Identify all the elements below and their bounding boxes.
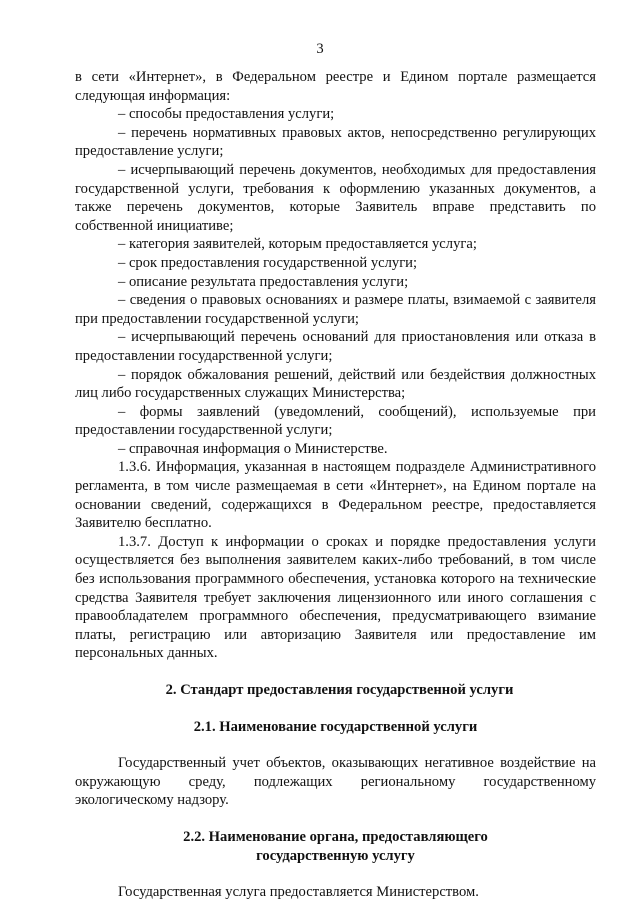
section-2-2-text: Государственная услуга предоставляется Министерством. [118,884,479,901]
list-item: – способы предоставления услуги; [118,106,335,123]
paragraph-1-3-7: 1.3.7. Доступ к информации о сроках и порядке предоставления услуги осуществляется без выполнения заявителем каких-либо требований, в том числе без использования программного обеспечения, установка которого на технические средства Заявителя требует заключения лицензионного или иного соглашения с правообладателем программного обеспечения, предусматривающего взимание платы, регистрацию или авторизацию Заявителя или предоставление им персональных данных. [75,533,596,662]
list-item: – сведения о правовых основаниях и размере платы, взимаемой с заявителя при предоставлении государственной услуги; [75,292,596,327]
list-item: – порядок обжалования решений, действий или бездействия должностных лиц либо государственных служащих Министерства; [75,366,596,402]
list-item: – формы заявлений (уведомлений, сообщений), используемые при предоставлении государственной услуги; [75,403,596,439]
intro-paragraph: в сети «Интернет», в Федеральном реестре и Едином портале размещается следующая информация: [75,69,596,104]
section-2-heading: 2. Стандарт предоставления государственной услуги [165,682,514,698]
page-number: 3 [316,41,324,57]
section-2-2-heading-line2: государственную услугу [256,847,415,864]
paragraph-1-3-6: 1.3.6. Информация, указанная в настоящем подразделе Административного регламента, в том числе размещаемая в сети «Интернет», на Едином портале на основании сведений, содержащихся в Федеральном реестре, предоставляется Заявителю бесплатно. [75,459,596,532]
list-item: – категория заявителей, которым предоставляется услуга; [118,236,477,253]
list-item: – срок предоставления государственной услуги; [118,254,418,271]
list-item: – описание результата предоставления услуги; [118,273,409,290]
section-2-1-text: Государственный учет объектов, оказывающих негативное воздействие на окружающую среду, подлежащих региональному государственному экологическому надзору. [75,755,596,809]
document-body [75,68,596,902]
section-2-2-heading-line1: 2.2. Наименование органа, предоставляющего [183,828,488,845]
list-item: – исчерпывающий перечень оснований для приостановления или отказа в предоставлении государственной услуги; [75,329,596,364]
section-2-1-heading: 2.1. Наименование государственной услуги [193,718,478,735]
list-item: – перечень нормативных правовых актов, непосредственно регулирующих предоставление услуги; [75,124,596,160]
list-item: – справочная информация о Министерстве. [118,440,388,457]
list-item: – исчерпывающий перечень документов, необходимых для предоставления государственной услуги, требования к оформлению указанных документов, а также перечень документов, которые Заявитель вправе представить по собственной инициативе; [75,161,596,234]
